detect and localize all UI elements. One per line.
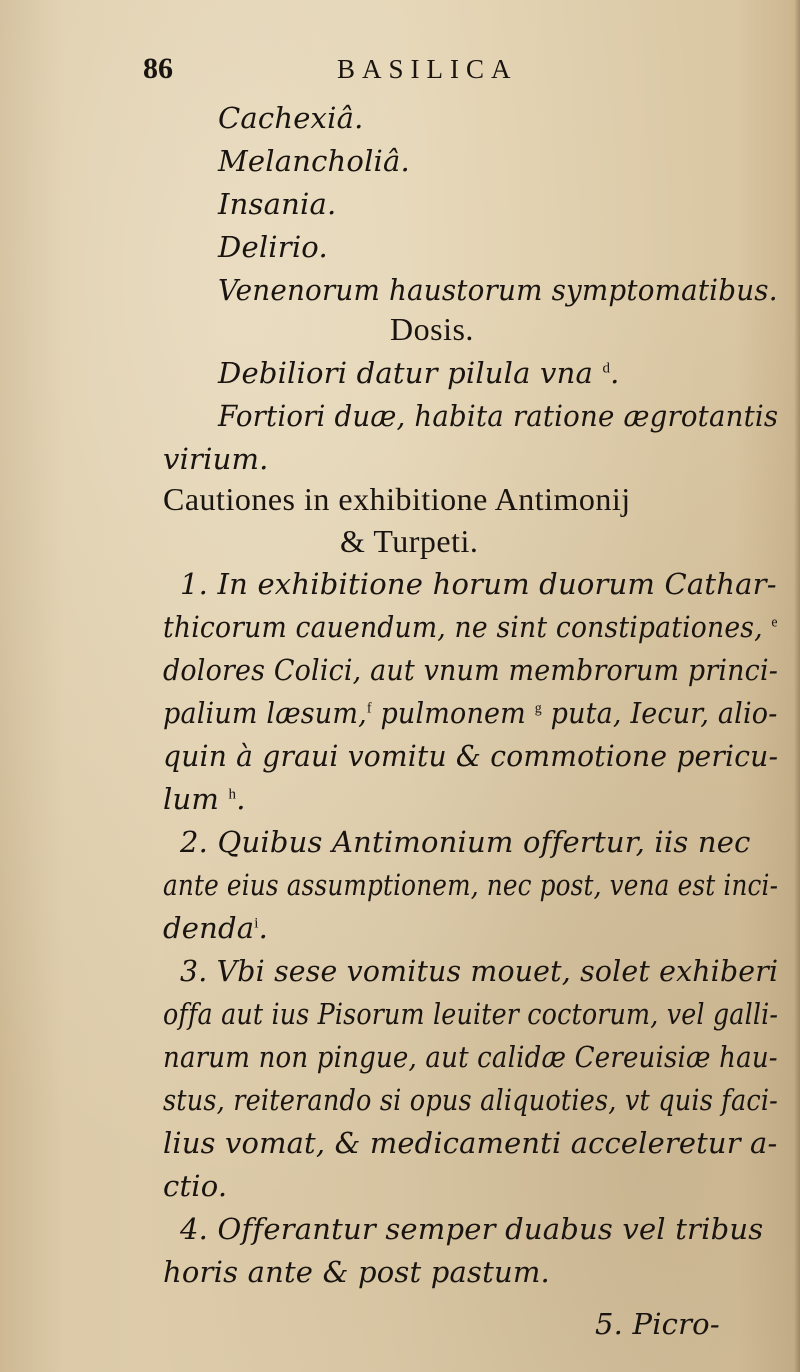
venenorum-line: Venenorum haustorum symptomatibus. xyxy=(218,273,778,307)
running-head: BASILICA xyxy=(337,54,518,84)
dose-line-2: Fortiori duæ, habita ratione ægrotantis xyxy=(218,399,779,433)
list-item-insania: Insania. xyxy=(218,187,337,221)
list-item-delirio: Delirio. xyxy=(218,230,328,264)
item3-line-5: lius vomat, & medicamenti acceleretur a- xyxy=(163,1126,778,1160)
item2-line-3: denda$^i$. xyxy=(163,911,269,945)
list-item-melancholia: Melancholiâ. xyxy=(218,144,410,178)
list-item-cachexia: Cachexiâ. xyxy=(218,101,364,135)
item2-line-2: ante eius assumptionem, nec post, vena est inci- xyxy=(163,868,779,902)
cautions-heading-line-2: & Turpeti. xyxy=(340,523,479,559)
page-edge-shadow xyxy=(794,0,800,1372)
item1-line-4: palium læsum,$^f$ pulmonem $^g$ puta, Iecur, alio- xyxy=(163,696,778,730)
cautions-heading-line-1: Cautiones in exhibitione Antimonij xyxy=(163,481,631,517)
item1-line-5: quin à graui vomitu & commotione pericu- xyxy=(163,739,779,773)
page-number: 86 xyxy=(143,52,173,85)
catchword: 5. Picro- xyxy=(595,1307,720,1341)
dose-line-1: Debiliori datur pilula vna $^d$. xyxy=(218,356,620,390)
item3-line-3: narum non pingue, aut calidæ Cereuisiæ hau- xyxy=(163,1040,778,1074)
item3-line-4: stus, reiterando si opus aliquoties, vt quis faci- xyxy=(163,1083,778,1117)
item1-line-2: thicorum cauendum, ne sint constipationes, $^e$ xyxy=(163,610,778,644)
item1-line-3: dolores Colici, aut vnum membrorum princi- xyxy=(163,653,779,687)
dose-line-3: virium. xyxy=(163,442,269,476)
item3-line-2: offa aut ius Pisorum leuiter coctorum, vel galli- xyxy=(163,997,779,1031)
item1-line-6: lum $^h$. xyxy=(163,782,246,816)
item3-line-6: ctio. xyxy=(163,1169,228,1203)
item1-line-1: 1. In exhibitione horum duorum Cathar- xyxy=(180,567,777,601)
item4-line-1: 4. Offerantur semper duabus vel tribus xyxy=(180,1212,764,1246)
dosis-heading: Dosis. xyxy=(390,311,474,347)
item2-line-1: 2. Quibus Antimonium offertur, iis nec xyxy=(180,825,751,859)
item4-line-2: horis ante & post pastum. xyxy=(163,1255,550,1289)
item3-line-1: 3. Vbi sese vomitus mouet, solet exhiberi xyxy=(180,954,779,988)
